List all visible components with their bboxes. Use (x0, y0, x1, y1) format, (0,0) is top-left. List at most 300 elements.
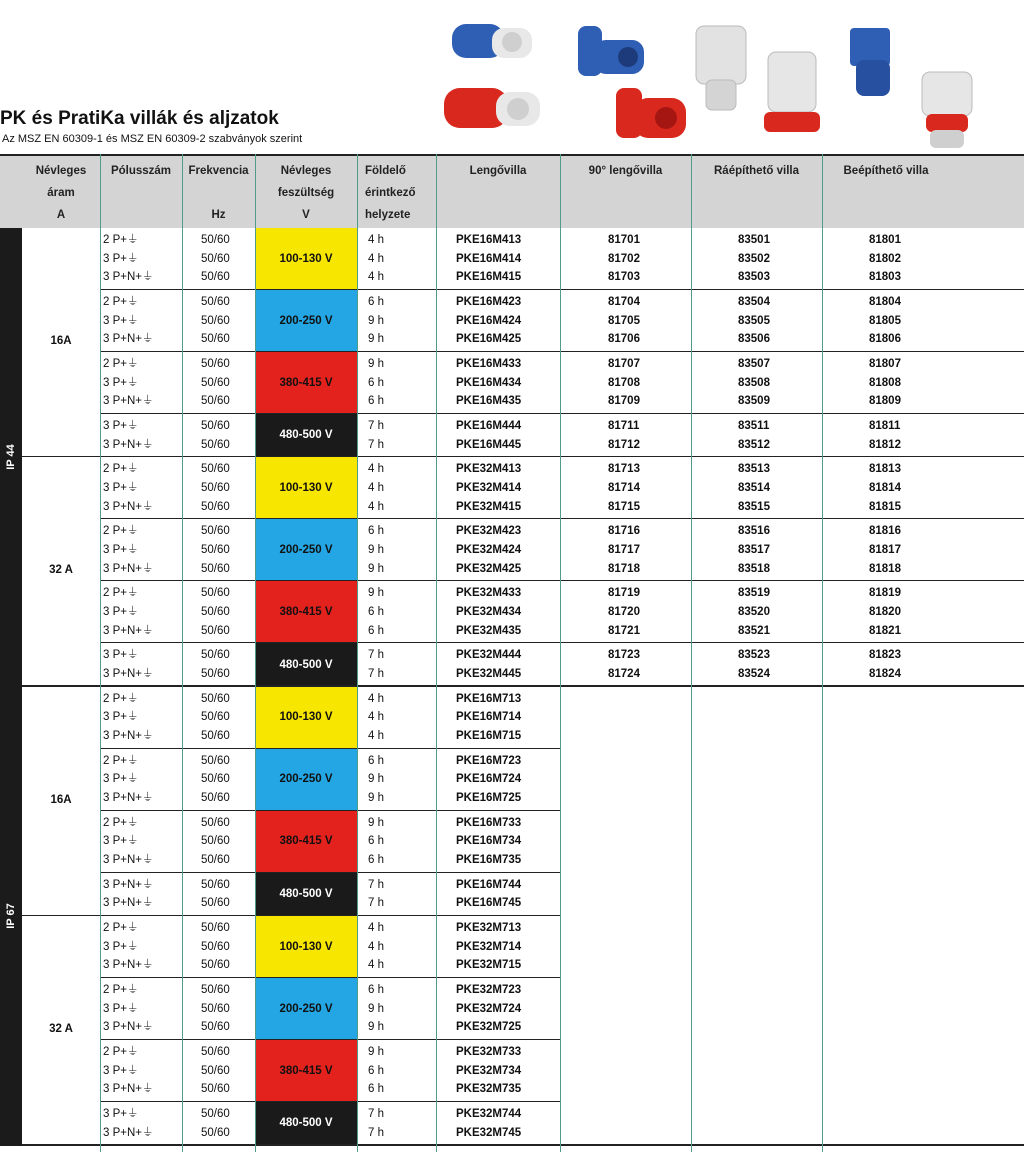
group-divider (100, 413, 1024, 414)
pole-count: 2 P+⏚ (103, 463, 139, 476)
lengovilla-code: PKE16M734 (456, 835, 522, 848)
earth-position: 4 h (368, 711, 384, 724)
beepitheto-code: 81820 (869, 606, 901, 618)
earth-position: 4 h (368, 922, 384, 935)
column-divider (357, 154, 358, 1152)
lengovilla-code: PKE32M734 (456, 1064, 522, 1077)
frequency: 50/60 (201, 835, 230, 848)
lengovilla-code: PKE16M744 (456, 878, 522, 891)
frequency: 50/60 (201, 984, 230, 997)
lengovilla-code: PKE16M415 (456, 271, 522, 284)
grey-red-inlet-image (760, 50, 824, 142)
frequency: 50/60 (201, 482, 230, 494)
earth-position: 6 h (368, 606, 384, 618)
pole-count: 3 P+N+⏚ (103, 333, 154, 346)
pole-count: 3 P+N+⏚ (103, 854, 154, 866)
lengovilla-code: PKE16M423 (456, 296, 522, 308)
pole-count: 2 P+⏚ (103, 525, 139, 538)
pole-count: 3 P+⏚ (103, 482, 139, 494)
earth-position: 4 h (368, 234, 384, 246)
frequency: 50/60 (201, 922, 230, 935)
raepitheto-code: 83507 (738, 358, 770, 370)
earth-position: 7 h (368, 668, 384, 680)
beepitheto-code: 81818 (869, 562, 901, 575)
column-divider (560, 154, 561, 1152)
lengovilla90-code: 81714 (608, 482, 640, 494)
frequency: 50/60 (201, 376, 230, 389)
earth-position: 7 h (368, 438, 384, 451)
frequency: 50/60 (201, 624, 230, 637)
beepitheto-code: 81824 (869, 668, 901, 680)
pole-count: 3 P+N+⏚ (103, 730, 154, 742)
lengovilla90-code: 81702 (608, 252, 640, 265)
pole-count: 3 P+⏚ (103, 835, 139, 848)
frequency: 50/60 (201, 587, 230, 600)
frequency: 50/60 (201, 438, 230, 451)
beepitheto-code: 81811 (869, 420, 901, 432)
earth-position: 7 h (368, 897, 384, 910)
pole-count: 3 P+⏚ (103, 252, 139, 265)
raepitheto-code: 83516 (738, 525, 770, 538)
lengovilla-code: PKE32M424 (456, 544, 522, 556)
earth-position: 6 h (368, 1064, 384, 1077)
group-divider (100, 580, 1024, 581)
voltage-cell: 380-415 V (255, 1040, 357, 1101)
earth-position: 7 h (368, 1126, 384, 1139)
pole-count: 3 P+N+⏚ (103, 1083, 154, 1096)
raepitheto-code: 83506 (738, 333, 770, 346)
frequency: 50/60 (201, 562, 230, 575)
raepitheto-code: 83523 (738, 649, 770, 662)
pole-count: 3 P+N+⏚ (103, 959, 154, 972)
beepitheto-code: 81802 (869, 252, 901, 265)
beepitheto-code: 81823 (869, 649, 901, 662)
beepitheto-code: 81815 (869, 500, 901, 513)
lengovilla-code: PKE16M424 (456, 314, 522, 327)
beepitheto-code: 81812 (869, 438, 901, 451)
pole-count: 3 P+⏚ (103, 376, 139, 389)
earth-position: 4 h (368, 730, 384, 742)
lengovilla90-code: 81724 (608, 668, 640, 680)
voltage-cell: 480-500 V (255, 1102, 357, 1144)
frequency: 50/60 (201, 1126, 230, 1139)
lengovilla-code: PKE16M445 (456, 438, 522, 451)
beepitheto-code: 81817 (869, 544, 901, 556)
raepitheto-code: 83519 (738, 587, 770, 600)
column-divider (436, 154, 437, 1152)
column-divider (822, 154, 823, 1152)
pole-count: 2 P+⏚ (103, 754, 139, 767)
lengovilla-code: PKE32M415 (456, 500, 522, 513)
frequency: 50/60 (201, 940, 230, 953)
lengovilla-code: PKE32M423 (456, 525, 522, 538)
frequency: 50/60 (201, 463, 230, 476)
pole-count: 3 P+N+⏚ (103, 271, 154, 284)
frequency: 50/60 (201, 525, 230, 538)
lengovilla90-code: 81716 (608, 525, 640, 538)
voltage-cell: 380-415 V (255, 352, 357, 413)
lengovilla-code: PKE32M714 (456, 940, 522, 953)
frequency: 50/60 (201, 792, 230, 804)
pole-count: 3 P+⏚ (103, 544, 139, 556)
lengovilla-code: PKE32M414 (456, 482, 522, 494)
pole-count: 3 P+N+⏚ (103, 897, 154, 910)
lengovilla90-code: 81717 (608, 544, 640, 556)
voltage-cell: 480-500 V (255, 643, 357, 685)
lengovilla-code: PKE32M715 (456, 959, 522, 972)
earth-position: 7 h (368, 1108, 384, 1121)
frequency: 50/60 (201, 1002, 230, 1015)
pole-count: 3 P+N+⏚ (103, 438, 154, 451)
raepitheto-code: 83502 (738, 252, 770, 265)
raepitheto-code: 83518 (738, 562, 770, 575)
lengovilla-code: PKE32M435 (456, 624, 522, 637)
lengovilla-code: PKE16M713 (456, 692, 522, 705)
earth-position: 7 h (368, 878, 384, 891)
earth-position: 7 h (368, 420, 384, 432)
blue-angle-plug-image (572, 22, 648, 84)
header-nevleges-aram: Névleges áram A (35, 165, 87, 221)
lengovilla-code: PKE16M433 (456, 358, 522, 370)
lengovilla90-code: 81721 (608, 624, 640, 637)
ip-rating-label: IP 44 (5, 444, 17, 471)
section-divider (22, 1144, 1024, 1146)
raepitheto-code: 83505 (738, 314, 770, 327)
lengovilla-code: PKE32M444 (456, 649, 522, 662)
lengovilla-code: PKE16M435 (456, 395, 522, 408)
lengovilla-code: PKE32M735 (456, 1083, 522, 1096)
earth-position: 9 h (368, 333, 384, 346)
voltage-cell: 380-415 V (255, 811, 357, 872)
product-table (0, 154, 1024, 1152)
pole-count: 3 P+⏚ (103, 314, 139, 327)
beepitheto-code: 81816 (869, 525, 901, 538)
raepitheto-code: 83513 (738, 463, 770, 476)
earth-position: 6 h (368, 395, 384, 408)
earth-position: 6 h (368, 754, 384, 767)
grey-red-panel-inlet-image (916, 70, 978, 152)
header-feszultseg: Névleges feszültség V (277, 165, 335, 221)
frequency: 50/60 (201, 878, 230, 891)
voltage-cell: 480-500 V (255, 414, 357, 456)
frequency: 50/60 (201, 897, 230, 910)
lengovilla-code: PKE16M714 (456, 711, 522, 724)
raepitheto-code: 83520 (738, 606, 770, 618)
pole-count: 2 P+⏚ (103, 922, 139, 935)
beepitheto-code: 81813 (869, 463, 901, 476)
pole-count: 3 P+⏚ (103, 1108, 139, 1121)
earth-position: 6 h (368, 1083, 384, 1096)
frequency: 50/60 (201, 333, 230, 346)
frequency: 50/60 (201, 234, 230, 246)
column-divider (255, 154, 256, 1152)
lengovilla90-code: 81703 (608, 271, 640, 284)
lengovilla-code: PKE16M413 (456, 234, 522, 246)
frequency: 50/60 (201, 1021, 230, 1034)
header-lengovilla90: 90° lengővilla (588, 165, 663, 177)
beepitheto-code: 81808 (869, 376, 901, 389)
earth-position: 4 h (368, 482, 384, 494)
voltage-cell: 100-130 V (255, 457, 357, 518)
raepitheto-code: 83521 (738, 624, 770, 637)
frequency: 50/60 (201, 754, 230, 767)
earth-position: 6 h (368, 854, 384, 866)
lengovilla-code: PKE16M434 (456, 376, 522, 389)
frequency: 50/60 (201, 314, 230, 327)
raepitheto-code: 83501 (738, 234, 770, 246)
lengovilla90-code: 81708 (608, 376, 640, 389)
pole-count: 2 P+⏚ (103, 692, 139, 705)
raepitheto-code: 83524 (738, 668, 770, 680)
earth-position: 4 h (368, 692, 384, 705)
raepitheto-code: 83503 (738, 271, 770, 284)
earth-position: 6 h (368, 835, 384, 848)
voltage-cell: 380-415 V (255, 581, 357, 642)
lengovilla90-code: 81718 (608, 562, 640, 575)
earth-position: 7 h (368, 649, 384, 662)
frequency: 50/60 (201, 959, 230, 972)
earth-position: 4 h (368, 252, 384, 265)
pole-count: 2 P+⏚ (103, 234, 139, 246)
beepitheto-code: 81807 (869, 358, 901, 370)
lengovilla90-code: 81701 (608, 234, 640, 246)
header-foldelo: Földelő érintkező helyzete (365, 165, 416, 221)
earth-position: 6 h (368, 376, 384, 389)
earth-position: 6 h (368, 296, 384, 308)
earth-position: 9 h (368, 1021, 384, 1034)
lengovilla-code: PKE16M723 (456, 754, 522, 767)
raepitheto-code: 83508 (738, 376, 770, 389)
earth-position: 9 h (368, 587, 384, 600)
raepitheto-code: 83511 (738, 420, 770, 432)
lengovilla-code: PKE16M725 (456, 792, 522, 804)
pole-count: 2 P+⏚ (103, 1046, 139, 1059)
frequency: 50/60 (201, 773, 230, 786)
beepitheto-code: 81803 (869, 271, 901, 284)
ip-rating-label: IP 67 (5, 903, 17, 929)
lengovilla-code: PKE16M735 (456, 854, 522, 866)
pole-count: 3 P+⏚ (103, 940, 139, 953)
lengovilla-code: PKE16M733 (456, 816, 522, 829)
lengovilla-code: PKE16M414 (456, 252, 522, 265)
earth-position: 9 h (368, 816, 384, 829)
earth-position: 9 h (368, 1002, 384, 1015)
frequency: 50/60 (201, 730, 230, 742)
frequency: 50/60 (201, 395, 230, 408)
column-divider (691, 154, 692, 1152)
voltage-cell: 200-250 V (255, 978, 357, 1039)
frequency: 50/60 (201, 358, 230, 370)
group-divider (100, 351, 1024, 352)
frequency: 50/60 (201, 668, 230, 680)
earth-position: 4 h (368, 500, 384, 513)
group-divider (100, 642, 1024, 643)
pole-count: 2 P+⏚ (103, 587, 139, 600)
beepitheto-code: 81801 (869, 234, 901, 246)
earth-position: 9 h (368, 314, 384, 327)
lengovilla-code: PKE32M434 (456, 606, 522, 618)
lengovilla-code: PKE16M444 (456, 420, 522, 432)
pole-count: 3 P+⏚ (103, 711, 139, 724)
lengovilla-code: PKE32M725 (456, 1021, 522, 1034)
blue-plug-image (448, 18, 538, 76)
earth-position: 9 h (368, 544, 384, 556)
beepitheto-code: 81809 (869, 395, 901, 408)
frequency: 50/60 (201, 816, 230, 829)
earth-position: 9 h (368, 1046, 384, 1059)
pole-count: 3 P+⏚ (103, 420, 139, 432)
red-plug-image (440, 80, 542, 142)
frequency: 50/60 (201, 711, 230, 724)
pole-count: 3 P+N+⏚ (103, 792, 154, 804)
pole-count: 3 P+N+⏚ (103, 624, 154, 637)
lengovilla90-code: 81709 (608, 395, 640, 408)
lengovilla-code: PKE32M713 (456, 922, 522, 935)
beepitheto-code: 81819 (869, 587, 901, 600)
lengovilla-code: PKE32M723 (456, 984, 522, 997)
beepitheto-code: 81814 (869, 482, 901, 494)
header-frekvencia: Frekvencia Hz (188, 165, 249, 221)
section-divider (22, 685, 1024, 687)
frequency: 50/60 (201, 1064, 230, 1077)
lengovilla-code: PKE16M715 (456, 730, 522, 742)
frequency: 50/60 (201, 271, 230, 284)
earth-position: 9 h (368, 773, 384, 786)
lengovilla90-code: 81713 (608, 463, 640, 476)
earth-position: 6 h (368, 624, 384, 637)
header-polusszam: Pólusszám (110, 165, 172, 177)
pole-count: 3 P+⏚ (103, 1064, 139, 1077)
beepitheto-code: 81806 (869, 333, 901, 346)
earth-position: 9 h (368, 358, 384, 370)
earth-position: 9 h (368, 562, 384, 575)
raepitheto-code: 83515 (738, 500, 770, 513)
blue-panel-inlet-image (846, 26, 896, 100)
lengovilla-code: PKE16M724 (456, 773, 522, 786)
page-subtitle: Az MSZ EN 60309-1 és MSZ EN 60309-2 szabványok szerint (2, 133, 303, 145)
frequency: 50/60 (201, 420, 230, 432)
current-rating: 16A (50, 793, 72, 806)
frequency: 50/60 (201, 1046, 230, 1059)
lengovilla90-code: 81715 (608, 500, 640, 513)
current-rating: 32 A (49, 1022, 73, 1035)
lengovilla90-code: 81711 (608, 420, 640, 432)
frequency: 50/60 (201, 252, 230, 265)
earth-position: 6 h (368, 984, 384, 997)
frequency: 50/60 (201, 854, 230, 866)
earth-position: 4 h (368, 940, 384, 953)
lengovilla90-code: 81712 (608, 438, 640, 451)
beepitheto-code: 81821 (869, 624, 901, 637)
pole-count: 3 P+N+⏚ (103, 1021, 154, 1034)
frequency: 50/60 (201, 1108, 230, 1121)
beepitheto-code: 81804 (869, 296, 901, 308)
lengovilla-code: PKE32M445 (456, 668, 522, 680)
frequency: 50/60 (201, 500, 230, 513)
raepitheto-code: 83514 (738, 482, 770, 494)
lengovilla-code: PKE32M433 (456, 587, 522, 600)
earth-position: 4 h (368, 271, 384, 284)
pole-count: 2 P+⏚ (103, 296, 139, 308)
pole-count: 2 P+⏚ (103, 984, 139, 997)
lengovilla-code: PKE16M745 (456, 897, 522, 910)
lengovilla90-code: 81704 (608, 296, 640, 308)
voltage-cell: 100-130 V (255, 228, 357, 289)
beepitheto-code: 81805 (869, 314, 901, 327)
earth-position: 4 h (368, 959, 384, 972)
pole-count: 3 P+N+⏚ (103, 500, 154, 513)
raepitheto-code: 83517 (738, 544, 770, 556)
pole-count: 3 P+N+⏚ (103, 562, 154, 575)
pole-count: 3 P+N+⏚ (103, 668, 154, 680)
page-title: PK és PratiKa villák és aljzatok (0, 108, 279, 129)
lengovilla90-code: 81719 (608, 587, 640, 600)
lengovilla-code: PKE32M744 (456, 1108, 522, 1121)
voltage-cell: 200-250 V (255, 519, 357, 580)
table-header (0, 154, 1024, 228)
earth-position: 9 h (368, 792, 384, 804)
header-beepitheto: Beépíthető villa (843, 165, 929, 177)
current-rating: 32 A (49, 564, 73, 577)
frequency: 50/60 (201, 296, 230, 308)
lengovilla-code: PKE32M413 (456, 463, 522, 476)
lengovilla90-code: 81706 (608, 333, 640, 346)
lengovilla90-code: 81705 (608, 314, 640, 327)
voltage-cell: 100-130 V (255, 687, 357, 748)
pole-count: 3 P+⏚ (103, 773, 139, 786)
lengovilla-code: PKE16M425 (456, 333, 522, 346)
current-rating: 16A (50, 334, 72, 347)
frequency: 50/60 (201, 1083, 230, 1096)
frequency: 50/60 (201, 606, 230, 618)
lengovilla-code: PKE32M724 (456, 1002, 522, 1015)
raepitheto-code: 83509 (738, 395, 770, 408)
lengovilla-code: PKE32M745 (456, 1126, 522, 1139)
frequency: 50/60 (201, 544, 230, 556)
voltage-cell: 100-130 V (255, 916, 357, 977)
header-raepitheto: Ráépíthető villa (714, 165, 799, 177)
lengovilla90-code: 81723 (608, 649, 640, 662)
current-divider (22, 456, 1024, 457)
earth-position: 4 h (368, 463, 384, 476)
raepitheto-code: 83512 (738, 438, 770, 451)
voltage-cell: 200-250 V (255, 749, 357, 810)
lengovilla-code: PKE32M425 (456, 562, 522, 575)
pole-count: 3 P+⏚ (103, 649, 139, 662)
pole-count: 3 P+N+⏚ (103, 395, 154, 408)
group-divider (100, 518, 1024, 519)
lengovilla-code: PKE32M733 (456, 1046, 522, 1059)
earth-position: 6 h (368, 525, 384, 538)
raepitheto-code: 83504 (738, 296, 770, 308)
pole-count: 3 P+⏚ (103, 606, 139, 618)
frequency: 50/60 (201, 649, 230, 662)
voltage-cell: 480-500 V (255, 873, 357, 915)
pole-count: 3 P+N+⏚ (103, 878, 154, 891)
column-divider (182, 154, 183, 1152)
header-lengovilla: Lengővilla (469, 165, 527, 177)
column-divider (100, 154, 101, 1152)
lengovilla90-code: 81720 (608, 606, 640, 618)
voltage-cell: 200-250 V (255, 290, 357, 351)
lengovilla90-code: 81707 (608, 358, 640, 370)
group-divider (100, 289, 1024, 290)
grey-surface-inlet-image (692, 24, 752, 114)
red-angle-plug-image (612, 82, 690, 144)
pole-count: 3 P+N+⏚ (103, 1126, 154, 1139)
pole-count: 2 P+⏚ (103, 816, 139, 829)
pole-count: 2 P+⏚ (103, 358, 139, 370)
